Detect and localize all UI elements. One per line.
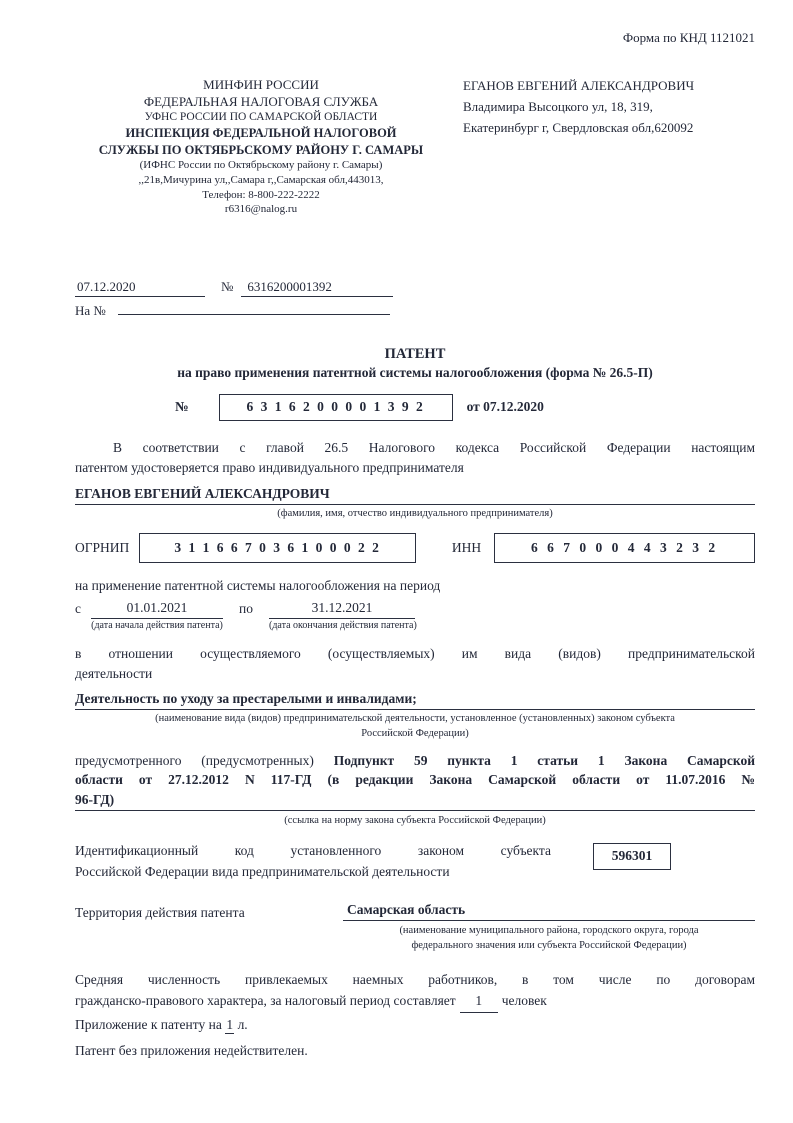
attachment-line bbox=[75, 1017, 755, 1034]
authority-line-inspection-1: ИНСПЕКЦИЯ ФЕДЕРАЛЬНОЙ НАЛОГОВОЙ bbox=[125, 126, 397, 141]
activity-intro-line-2: деятельности bbox=[75, 666, 153, 682]
intro-line-1: В соответствии с главой 26.5 Налогового кодекса Российской Федерации настоящим bbox=[113, 439, 755, 455]
law-reference-paragraph bbox=[75, 751, 755, 812]
attachment-suffix: л. bbox=[237, 1016, 248, 1032]
activity-caption-line-2: Российской Федерации) bbox=[361, 727, 469, 739]
authority-line-fns: ФЕДЕРАЛЬНАЯ НАЛОГОВАЯ СЛУЖБА bbox=[143, 94, 379, 110]
law-reference-bold-1: Подпункт 59 пункта 1 статьи 1 Закона Самарской bbox=[333, 752, 756, 768]
intro-line-2: патентом удостоверяется право индивидуального предпринимателя bbox=[75, 460, 464, 476]
authority-email: r6316@nalog.ru bbox=[224, 203, 298, 216]
activity-name-caption bbox=[75, 712, 755, 740]
period-start-field bbox=[91, 600, 223, 631]
territory-label: Территория действия патента bbox=[75, 905, 245, 921]
workers-line-2-suffix: человек bbox=[501, 993, 547, 1009]
activity-caption-line-1: (наименование вида (видов) предпринимательской деятельности, установленное (установленных) законом субъекта bbox=[155, 713, 675, 725]
identification-code-text bbox=[75, 841, 551, 883]
identification-code-block bbox=[75, 841, 755, 883]
period-end-date: 31.12.2021 bbox=[269, 600, 415, 619]
period-from-label: с bbox=[75, 600, 81, 616]
entrepreneur-name-caption: (фамилия, имя, отчество индивидуального предпринимателя) bbox=[277, 508, 553, 520]
activity-name-field: Деятельность по уходу за престарелыми и инвалидами; bbox=[75, 691, 755, 710]
territory-row bbox=[75, 902, 755, 921]
territory-caption-line-2: федерального значения или субъекта Российской Федерации) bbox=[411, 939, 687, 951]
authority-line-ufns: УФНС РОССИИ ПО САМАРСКОЙ ОБЛАСТИ bbox=[144, 111, 378, 124]
document-title-block bbox=[75, 346, 755, 381]
activity-intro-paragraph bbox=[75, 644, 755, 686]
recipient-block bbox=[447, 76, 755, 217]
patent-issue-date: от 07.12.2020 bbox=[466, 399, 544, 415]
validity-note: Патент без приложения недействителен. bbox=[75, 1042, 308, 1058]
inn-label: ИНН bbox=[451, 539, 482, 555]
document-subtitle: на право применения патентной системы налогообложения (форма № 26.5-П) bbox=[177, 364, 653, 380]
period-to-label: по bbox=[239, 600, 253, 616]
document-number: 6316200001392 bbox=[241, 279, 393, 297]
recipient-name: ЕГАНОВ ЕВГЕНИЙ АЛЕКСАНДРОВИЧ bbox=[463, 78, 695, 93]
inn-value-box: 6 6 7 0 0 0 4 4 3 2 3 2 bbox=[494, 533, 755, 563]
incoming-reference-row bbox=[75, 300, 755, 319]
issuing-authority-block bbox=[75, 76, 447, 217]
identification-code-value-box: 596301 bbox=[593, 843, 671, 870]
law-reference-line-3: 96-ГД) bbox=[75, 790, 755, 812]
law-reference-prefix: предусмотренного (предусмотренных) bbox=[75, 752, 314, 768]
recipient-address-line2: Екатеринбург г, Свердловская обл,620092 bbox=[463, 119, 694, 135]
ogrnip-inn-row bbox=[75, 533, 755, 563]
patent-number-row bbox=[175, 394, 755, 421]
validity-period-row bbox=[75, 600, 755, 631]
law-reference-line-2: области от 27.12.2012 N 117-ГД (в редакции Закона Самарской области от 11.07.2016 № bbox=[75, 772, 755, 788]
intro-paragraph bbox=[75, 438, 755, 480]
workers-line-2-text: гражданско-правового характера, за налоговый период составляет bbox=[75, 993, 456, 1009]
patent-number-sign: № bbox=[175, 399, 189, 415]
workers-count-field: 1 bbox=[460, 990, 498, 1013]
authority-phone: Телефон: 8-800-222-2222 bbox=[202, 188, 320, 201]
incoming-number-blank-field bbox=[118, 300, 390, 315]
identification-code-line-2: Российской Федерации вида предпринимательской деятельности bbox=[75, 863, 450, 879]
form-knd-code: Форма по КНД 1121021 bbox=[622, 30, 755, 45]
ogrnip-value-box: 3 1 1 6 6 7 0 3 6 1 0 0 0 2 2 bbox=[139, 533, 416, 563]
territory-caption bbox=[343, 924, 755, 952]
letterhead bbox=[75, 76, 755, 217]
workers-paragraph bbox=[75, 969, 755, 1013]
identification-code-line-1: Идентификационный код установленного законом субъекта bbox=[75, 842, 551, 858]
territory-caption-line-1: (наименование муниципального района, городского округа, города bbox=[399, 925, 699, 937]
authority-line-minfin: МИНФИН РОССИИ bbox=[203, 77, 319, 92]
period-intro-text: на применение патентной системы налогообложения на период bbox=[75, 577, 441, 593]
reference-block bbox=[75, 279, 755, 319]
patent-number-box: 6 3 1 6 2 0 0 0 0 1 3 9 2 bbox=[219, 394, 453, 421]
law-reference-line-1 bbox=[75, 751, 755, 771]
period-start-caption: (дата начала действия патента) bbox=[91, 619, 223, 631]
territory-value-field: Самарская область bbox=[343, 902, 755, 921]
period-end-field bbox=[269, 600, 415, 631]
activity-intro-line-1: в отношении осуществляемого (осуществляемых) им вида (видов) предпринимательской bbox=[75, 645, 755, 661]
attachment-pages-field: 1 bbox=[226, 1016, 234, 1032]
authority-address: ,,21в,Мичурина ул,,Самара г,,Самарская обл,443013, bbox=[138, 174, 384, 186]
period-start-date: 01.01.2021 bbox=[91, 600, 223, 619]
na-number-label: На № bbox=[75, 302, 106, 318]
workers-line-2 bbox=[75, 990, 755, 1013]
recipient-address-line1: Владимира Высоцкого ул, 18, 319, bbox=[463, 98, 653, 114]
ogrnip-label: ОГРНИП bbox=[75, 539, 130, 555]
workers-line-1: Средняя численность привлекаемых наемных работников, в том числе по договорам bbox=[75, 971, 755, 987]
authority-short-name: (ИФНС России по Октябрьскому району г. Самары) bbox=[139, 159, 383, 172]
law-reference-caption: (ссылка на норму закона субъекта Российской Федерации) bbox=[284, 815, 546, 827]
document-date: 07.12.2020 bbox=[75, 279, 205, 297]
authority-line-inspection-2: СЛУЖБЫ ПО ОКТЯБРЬСКОМУ РАЙОНУ Г. САМАРЫ bbox=[98, 142, 424, 157]
document-title: ПАТЕНТ bbox=[384, 345, 446, 362]
attachment-text: Приложение к патенту на bbox=[75, 1016, 222, 1032]
outgoing-reference-row bbox=[75, 279, 755, 297]
entrepreneur-name-field: ЕГАНОВ ЕВГЕНИЙ АЛЕКСАНДРОВИЧ bbox=[75, 486, 755, 505]
number-sign-label: № bbox=[221, 278, 234, 294]
period-end-caption: (дата окончания действия патента) bbox=[268, 619, 417, 631]
